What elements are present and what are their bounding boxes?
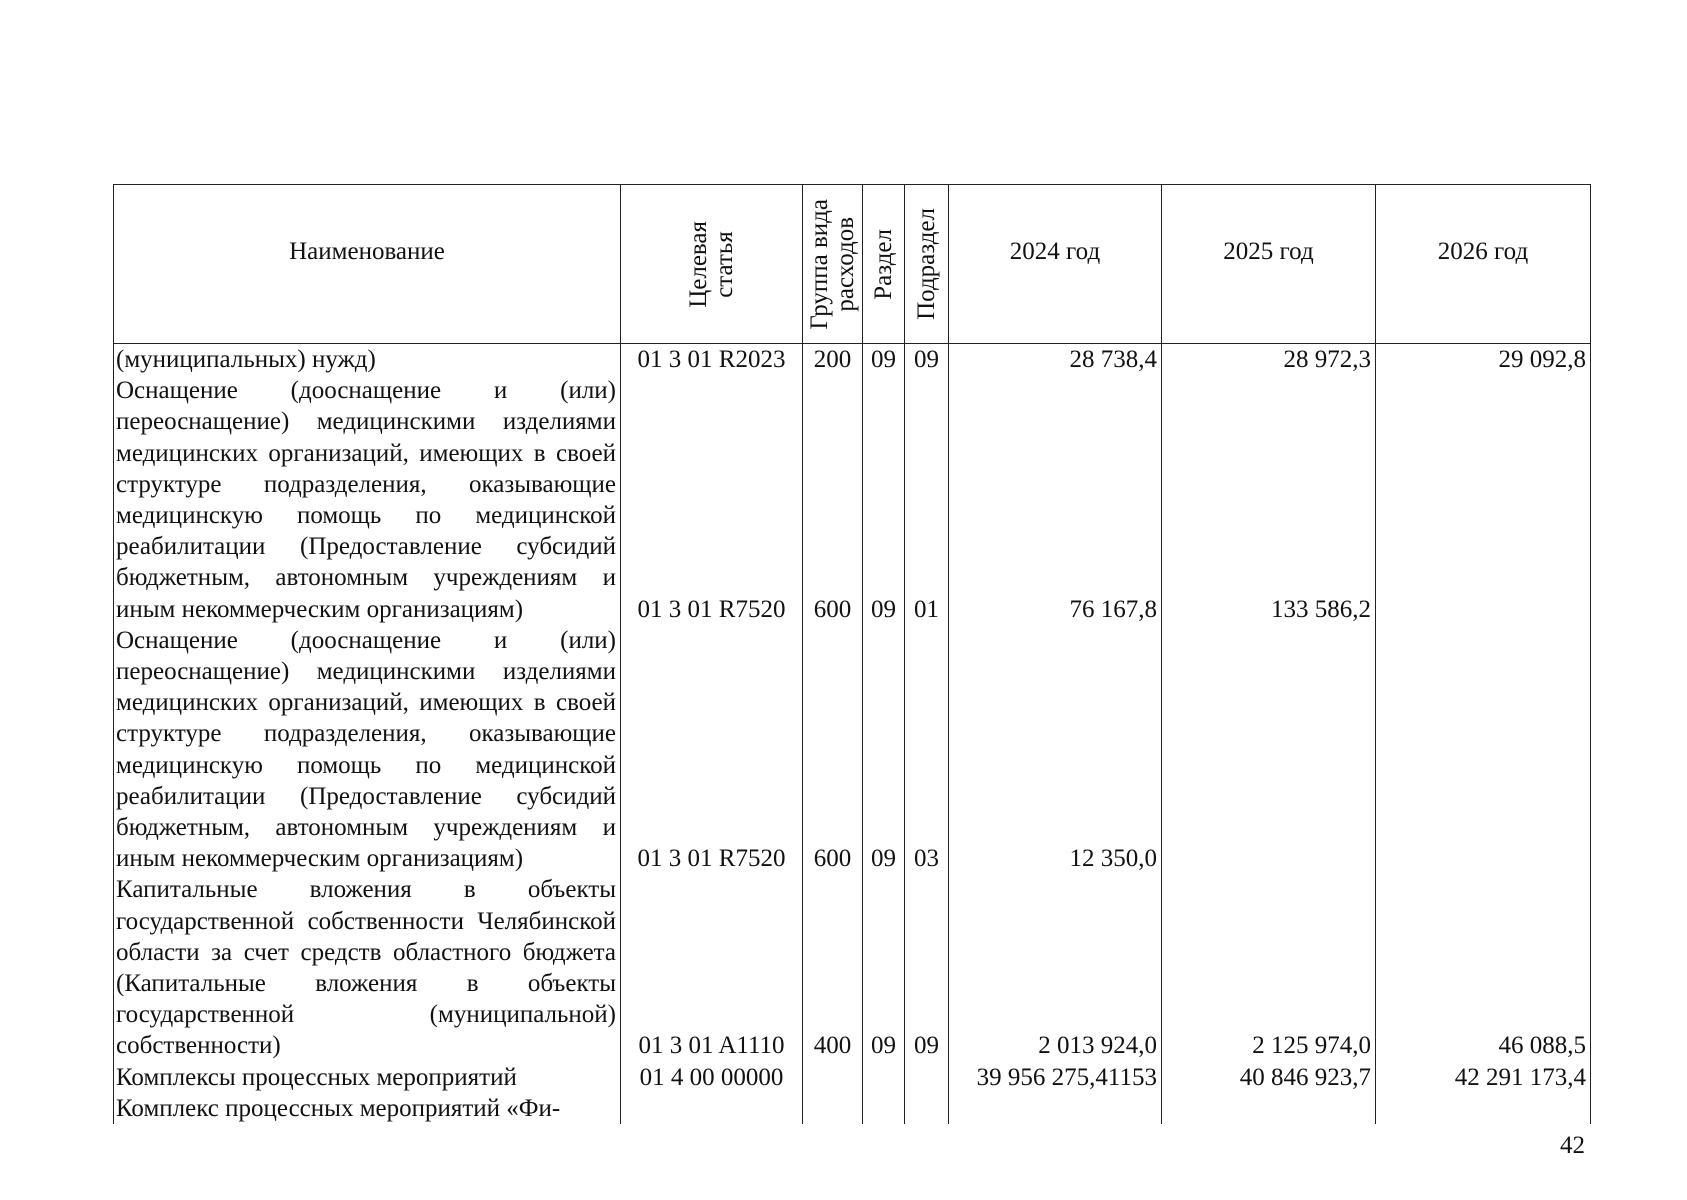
- row-group: 400: [803, 874, 863, 1061]
- header-subsection: Подраздел: [905, 185, 949, 344]
- row-name: (муниципальных) нужд): [114, 344, 621, 376]
- row-2024: 12 350,0: [949, 625, 1162, 875]
- row-name: Оснащение (дооснащение и (или) переоснащение) медицинскими изделиями медицинских организаций, имеющих в своей структуре подразделения, оказывающие медицинскую помощь по медицинской реабилитации (Предоставление субсидий бюджетным, автономным учреждениям и иным некоммерческим организациям): [114, 625, 621, 875]
- table-row: [114, 344, 1591, 376]
- row-section: 09: [863, 625, 905, 875]
- row-2025: 2 125 974,0: [1162, 874, 1376, 1061]
- row-section: 09: [863, 344, 905, 376]
- row-group: [803, 1093, 863, 1124]
- budget-table: [113, 184, 1591, 1124]
- row-2025: 28 972,3: [1162, 344, 1376, 376]
- page-number: 42: [1560, 1132, 1585, 1159]
- row-2025: 133 586,2: [1162, 375, 1376, 625]
- row-2024: 76 167,8: [949, 375, 1162, 625]
- row-2025: [1162, 1093, 1376, 1124]
- row-name: Комплекс процессных мероприятий «Фи-: [114, 1093, 621, 1124]
- row-article: 01 3 01 A1110: [621, 874, 803, 1061]
- row-subsection: 01: [905, 375, 949, 625]
- row-section: 09: [863, 874, 905, 1061]
- row-2026: [1376, 375, 1591, 625]
- row-section: [863, 1062, 905, 1093]
- row-section: 09: [863, 375, 905, 625]
- row-article: [621, 1093, 803, 1124]
- row-article: 01 3 01 R7520: [621, 625, 803, 875]
- row-group: [803, 1062, 863, 1093]
- row-name: Капитальные вложения в объекты государственной собственности Челябинской области за счет средств областного бюджета (Капитальные вложения в объекты государственной (муниципальной) собственности): [114, 874, 621, 1061]
- row-2026: [1376, 625, 1591, 875]
- header-target-article: Целевая статья: [621, 185, 803, 344]
- row-2024: 2 013 924,0: [949, 874, 1162, 1061]
- row-subsection: 09: [905, 874, 949, 1061]
- row-section: [863, 1093, 905, 1124]
- row-subsection: [905, 1093, 949, 1124]
- row-2024: [949, 1093, 1162, 1124]
- row-group: 600: [803, 625, 863, 875]
- row-2025: 40 846 923,7: [1162, 1062, 1376, 1093]
- row-subsection: [905, 1062, 949, 1093]
- row-subsection: 03: [905, 625, 949, 875]
- row-article: 01 3 01 R2023: [621, 344, 803, 376]
- row-name: Комплексы процессных мероприятий: [114, 1062, 621, 1093]
- row-2024: 28 738,4: [949, 344, 1162, 376]
- row-article: 01 3 01 R7520: [621, 375, 803, 625]
- row-group: 600: [803, 375, 863, 625]
- table-row: [114, 874, 1591, 1061]
- row-2026: 42 291 173,4: [1376, 1062, 1591, 1093]
- header-year-2024: 2024 год: [949, 185, 1162, 344]
- header-name: Наименование: [114, 185, 621, 344]
- row-2026: 29 092,8: [1376, 344, 1591, 376]
- row-2024: 39 956 275,41153: [949, 1062, 1162, 1093]
- header-year-2026: 2026 год: [1376, 185, 1591, 344]
- header-year-2025: 2025 год: [1162, 185, 1376, 344]
- header-expense-group: Группа вида расходов: [803, 185, 863, 344]
- table-header-row: [114, 185, 1591, 344]
- table-row: [114, 1093, 1591, 1124]
- row-2026: 46 088,5: [1376, 874, 1591, 1061]
- row-2025: [1162, 625, 1376, 875]
- table-row: [114, 1062, 1591, 1093]
- row-group: 200: [803, 344, 863, 376]
- row-article: 01 4 00 00000: [621, 1062, 803, 1093]
- table-row: [114, 625, 1591, 875]
- row-2026: [1376, 1093, 1591, 1124]
- row-subsection: 09: [905, 344, 949, 376]
- header-section: Раздел: [863, 185, 905, 344]
- row-name: Оснащение (дооснащение и (или) переоснащение) медицинскими изделиями медицинских организаций, имеющих в своей структуре подразделения, оказывающие медицинскую помощь по медицинской реабилитации (Предоставление субсидий бюджетным, автономным учреждениям и иным некоммерческим организациям): [114, 375, 621, 625]
- table-row: [114, 375, 1591, 625]
